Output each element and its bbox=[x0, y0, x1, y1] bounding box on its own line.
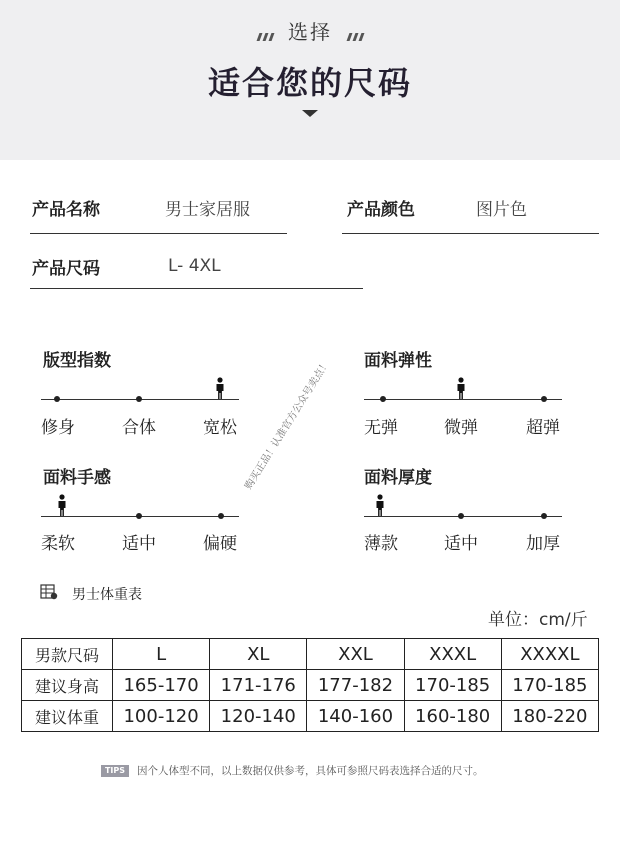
meter-dot bbox=[218, 513, 224, 519]
table-cell: 177-182 bbox=[307, 670, 404, 701]
meter-dot bbox=[458, 513, 464, 519]
table-icon bbox=[40, 584, 58, 600]
table-row bbox=[22, 670, 599, 701]
arrow-down-icon bbox=[302, 110, 318, 117]
product-name-label: 产品名称 bbox=[32, 200, 100, 220]
person-indicator-icon bbox=[57, 494, 67, 516]
product-color-value: 图片色 bbox=[476, 200, 527, 220]
meter-title: 面料厚度 bbox=[364, 468, 432, 488]
meter-tick-label: 加厚 bbox=[526, 534, 560, 554]
meter-tick-label: 超弹 bbox=[526, 418, 560, 438]
meter-title: 面料手感 bbox=[43, 468, 111, 488]
meter-dot bbox=[541, 513, 547, 519]
meter-title: 版型指数 bbox=[43, 351, 111, 371]
header-subtitle: 选择 bbox=[288, 20, 332, 44]
table-cell: 170-185 bbox=[501, 670, 598, 701]
person-indicator-icon bbox=[215, 377, 225, 399]
table-row bbox=[22, 639, 599, 670]
table-cell: 160-180 bbox=[404, 701, 501, 732]
divider bbox=[30, 233, 287, 234]
header-subtitle-row bbox=[0, 16, 620, 46]
meter-tick-label: 柔软 bbox=[41, 534, 75, 554]
product-size-value: L- 4XL bbox=[168, 256, 221, 276]
table-header-cell: XXXL bbox=[404, 639, 501, 670]
meter-dot bbox=[136, 513, 142, 519]
meter-title: 面料弹性 bbox=[364, 351, 432, 371]
tips-badge: TIPS bbox=[101, 765, 129, 777]
table-cell: 165-170 bbox=[113, 670, 210, 701]
table-row bbox=[22, 701, 599, 732]
table-header-cell: L bbox=[113, 639, 210, 670]
meter-tick-label: 合体 bbox=[122, 418, 156, 438]
table-cell: 140-160 bbox=[307, 701, 404, 732]
meter-tick-label: 适中 bbox=[122, 534, 156, 554]
table-cell: 180-220 bbox=[501, 701, 598, 732]
meter-dot bbox=[136, 396, 142, 402]
decoration-icon bbox=[256, 22, 274, 46]
table-header-cell: 男款尺码 bbox=[22, 639, 113, 670]
watermark bbox=[240, 330, 400, 500]
size-table bbox=[21, 638, 599, 732]
watermark-text: 购买正品！认准官方公众号卖点！ bbox=[243, 358, 333, 492]
table-header-cell: XXXXL bbox=[501, 639, 598, 670]
meter-tick-label: 宽松 bbox=[203, 418, 237, 438]
table-cell: 170-185 bbox=[404, 670, 501, 701]
weight-table-label: 男士体重表 bbox=[72, 587, 142, 603]
meter-tick-label: 修身 bbox=[41, 418, 75, 438]
person-indicator-icon bbox=[456, 377, 466, 399]
table-cell: 100-120 bbox=[113, 701, 210, 732]
table-cell: 120-140 bbox=[210, 701, 307, 732]
meter-dot bbox=[541, 396, 547, 402]
product-name-value: 男士家居服 bbox=[165, 200, 250, 220]
header-title: 适合您的尺码 bbox=[207, 64, 412, 102]
table-cell: 建议体重 bbox=[22, 701, 113, 732]
meter-tick-label: 薄款 bbox=[364, 534, 398, 554]
meter-tick-label: 无弹 bbox=[364, 418, 398, 438]
meter-tick-label: 微弹 bbox=[444, 418, 478, 438]
divider bbox=[30, 288, 363, 289]
unit-label: 单位：cm/斤 bbox=[488, 610, 588, 630]
table-cell: 171-176 bbox=[210, 670, 307, 701]
meter-tick-label: 偏硬 bbox=[203, 534, 237, 554]
table-cell: 建议身高 bbox=[22, 670, 113, 701]
divider bbox=[342, 233, 599, 234]
meter-dot bbox=[54, 396, 60, 402]
decoration-icon bbox=[346, 22, 364, 46]
tips-text: 因个人体型不同，以上数据仅供参考，具体可参照尺码表选择合适的尺寸。 bbox=[137, 765, 484, 777]
meter-tick-label: 适中 bbox=[444, 534, 478, 554]
product-color-label: 产品颜色 bbox=[347, 200, 415, 220]
product-size-label: 产品尺码 bbox=[32, 259, 100, 279]
table-header-cell: XXL bbox=[307, 639, 404, 670]
table-header-cell: XL bbox=[210, 639, 307, 670]
